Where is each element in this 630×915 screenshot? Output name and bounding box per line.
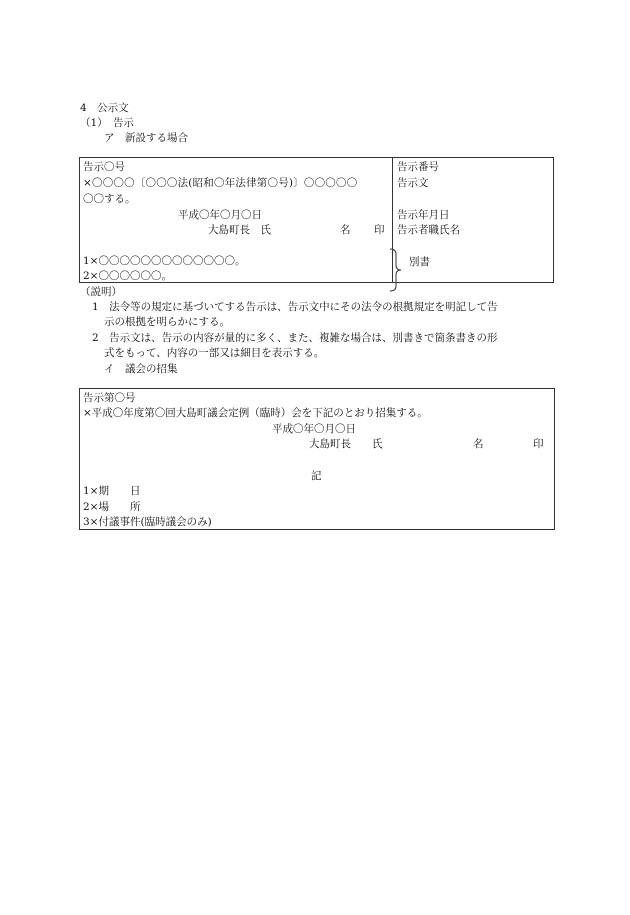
notice-text-line-cont: 〇〇する。 — [83, 193, 136, 205]
brace-icon — [389, 248, 403, 292]
explanation-title: （説明） — [80, 286, 122, 298]
notice-item-1: 1×〇〇〇〇〇〇〇〇〇〇〇〇〇。 — [83, 255, 246, 267]
subsection-heading: （1） 告示 — [80, 117, 134, 129]
notice-date: 平成〇年〇月〇日 — [178, 209, 262, 221]
assembly-seal-mark: 印 — [533, 438, 544, 450]
assembly-notice-number: 告示第〇号 — [83, 392, 136, 404]
seal-mark: 印 — [374, 224, 385, 236]
explanation-point-1: 1 法令等の規定に基づいてする告示は、告示文中にその法令の根拠規定を明記して告 — [92, 301, 498, 313]
item-i-heading: イ 議会の招集 — [104, 363, 178, 375]
explanation-point-1-cont: 示の根拠を明らかにする。 — [104, 316, 230, 328]
assembly-item-place: 2×場 所 — [83, 501, 141, 513]
label-separate-document: 別書 — [409, 256, 430, 268]
assembly-signer-mei: 名 — [473, 438, 484, 450]
explanation-point-2: 2 告示文は、告示の内容が量的に多く、また、複雑な場合は、別書きで箇条書きの形 — [92, 332, 498, 344]
label-notice-date: 告示年月日 — [397, 209, 450, 221]
assembly-item-date: 1×期 日 — [83, 485, 141, 497]
label-notice-number: 告示番号 — [397, 161, 439, 173]
notice-signer: 大島町長 氏 — [208, 224, 271, 236]
ki-heading: 記 — [311, 470, 322, 482]
label-notice-text: 告示文 — [397, 177, 429, 189]
label-signer-title: 告示者職氏名 — [397, 224, 460, 236]
assembly-notice-date: 平成〇年〇月〇日 — [272, 423, 356, 435]
notice-text-line: ×〇〇〇〇〔〇〇〇法(昭和〇年法律第〇号)〕〇〇〇〇〇 — [83, 177, 358, 189]
item-a-heading: ア 新設する場合 — [104, 132, 188, 144]
signer-mei: 名 — [340, 224, 351, 236]
assembly-notice-text: ×平成〇年度第〇回大島町議会定例（臨時）会を下記のとおり招集する。 — [83, 407, 428, 419]
assembly-signer: 大島町長 氏 — [309, 438, 383, 450]
assembly-item-agenda: 3×付議事件(臨時議会のみ) — [83, 516, 212, 528]
section-heading: 4 公示文 — [80, 102, 129, 114]
explanation-point-2-cont: 式をもって、内容の一部又は細目を表示する。 — [104, 347, 325, 359]
notice-item-2: 2×〇〇〇〇〇〇。 — [83, 270, 172, 282]
notice-number-line: 告示〇号 — [83, 161, 125, 173]
